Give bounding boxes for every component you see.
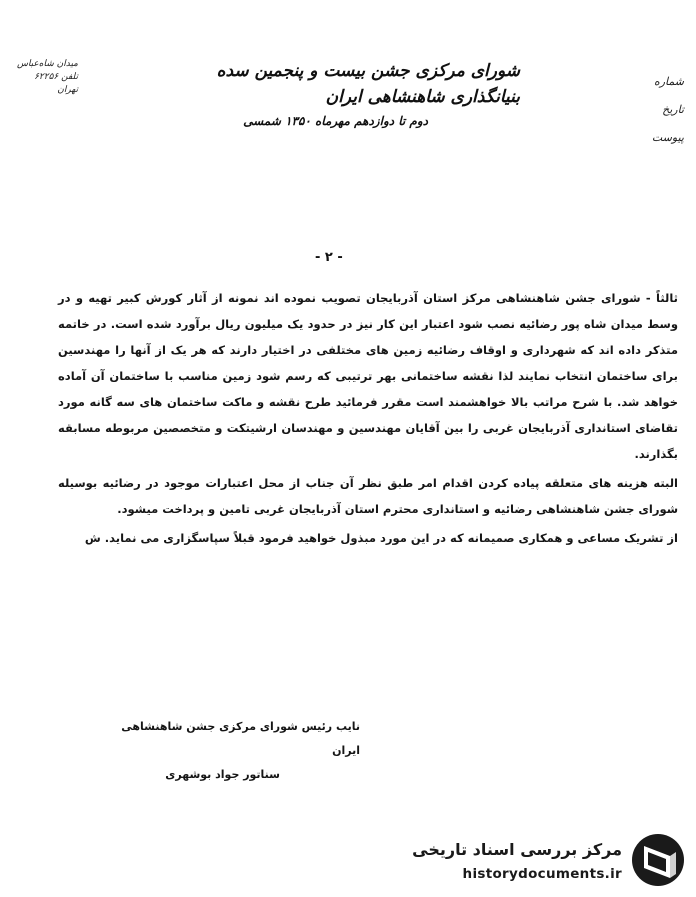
paragraph: ثالثاً - شورای جشن شاهنشاهی مرکز استان آذربایجان تصویب نموده اند نمونه از آثار کورش کبیر تهیه و در وسط میدان شاه پور رضائیه نصب شود اعتبار این کار نیز در حدود یک میلیون ریال برآورد شده است. در خاتمه متذکر داده اند که شهرداری و اوقاف رضائیه زمین های مختلفی در اختیار دارند که هر یک از آنها را مهندسین برای ساختمان انتخاب نمایند لذا نقشه ساختمانی بهر ترتیبی که رسم شود زمین مناسب با ساختمان آن آماده خواهد شد. با شرح مراتب بالا خواهشمند است مقرر فرمائید طرح نقشه و ماکت ساختمان های سه گانه مورد تقاضای استانداری آذربایجان غربی را بین آقایان مهندسین و مهندسان ارشیتکت و متخصصین مربوطه مسابقه بگذارند. <box>58 291 678 461</box>
number-label: شماره <box>653 75 684 88</box>
attachment-label: پیوست <box>651 131 684 144</box>
letterhead-subtitle: دوم تا دوازدهم مهرماه ۱۳۵۰ شمسی <box>243 114 428 128</box>
archive-logo-icon <box>630 832 686 888</box>
city-line: تهران <box>57 85 78 95</box>
organization-name: شورای مرکزی جشن بیست و پنجمین سده بنیانگذاری شاهنشاهی ایران <box>216 61 520 107</box>
signatory-name: سناتور جواد بوشهری <box>165 768 280 781</box>
signatory-title: نایب رئیس شورای مرکزی جشن شاهنشاهی ایران <box>121 720 360 757</box>
phone-line: تلفن ۶۲۲۵۶ <box>34 72 78 82</box>
letterhead <box>180 58 520 130</box>
page-number: - ۲ - <box>315 250 343 265</box>
date-label: تاریخ <box>662 103 684 116</box>
archive-name: مرکز بررسی اسناد تاریخی <box>412 840 622 859</box>
archive-watermark <box>412 832 692 892</box>
letter-body <box>58 285 678 551</box>
signature-block <box>100 715 360 787</box>
address-line: میدان شاه‌عباس <box>16 59 78 69</box>
reference-fields <box>644 68 684 152</box>
archive-url: historydocuments.ir <box>462 866 622 882</box>
letterhead-address <box>8 58 78 97</box>
paragraph: البته هزینه های متعلقه پیاده کردن اقدام امر طبق نظر آن جناب از محل اعتبارات موجود در رضائیه بوسیله شورای جشن شاهنشاهی رضائیه و استانداری محترم استان آذربایجان غربی تامین و پرداخت میشود. <box>58 476 678 516</box>
paragraph: از تشریک مساعی و همکاری صمیمانه که در این مورد مبذول خواهید فرمود قبلاً سپاسگزاری می نماید. ش <box>84 531 678 545</box>
